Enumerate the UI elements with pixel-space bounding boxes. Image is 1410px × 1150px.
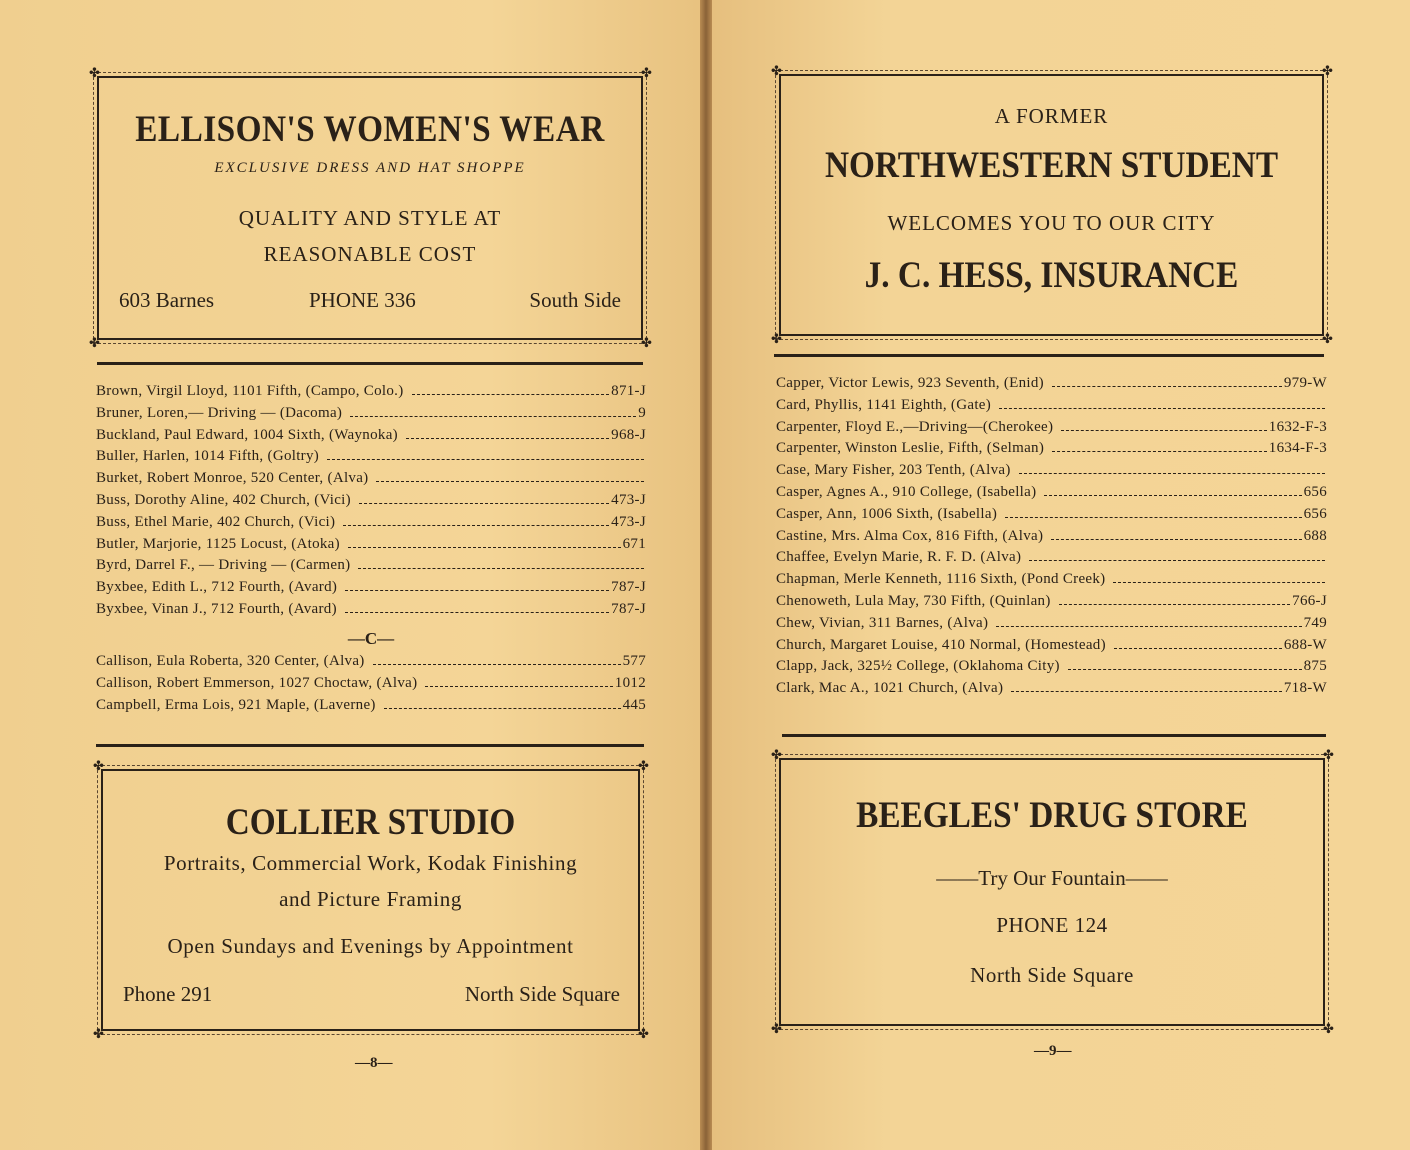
ad-title-secondary: J. C. HESS, INSURANCE <box>864 255 1239 296</box>
fleuron-icon: ✤ <box>771 63 782 78</box>
ad-line: Open Sundays and Evenings by Appointment <box>167 934 574 958</box>
ad-phone: PHONE 124 <box>996 913 1108 937</box>
fleuron-icon: ✤ <box>641 335 652 350</box>
list-item: Callison, Eula Roberta, 320 Center, (Alva) 577 <box>96 653 646 669</box>
list-item: Chew, Vivian, 311 Barnes, (Alva) 749 <box>776 614 1327 631</box>
list-item: Casper, Agnes A., 910 College, (Isabella) 656 <box>776 483 1327 500</box>
ad-phone: PHONE 336 <box>309 288 416 312</box>
fleuron-icon: ✤ <box>771 747 782 762</box>
ad-title: NORTHWESTERN STUDENT <box>824 145 1279 186</box>
fleuron-icon: ✤ <box>1322 331 1333 346</box>
divider-rule <box>774 354 1324 357</box>
book-gutter <box>700 0 712 1150</box>
ellisons-ad-box <box>89 65 652 350</box>
ad-line: and Picture Framing <box>279 887 462 911</box>
ad-phone: Phone 291 <box>123 982 213 1006</box>
directory-list-c <box>96 653 646 718</box>
fleuron-icon: ✤ <box>771 331 782 346</box>
ad-line: REASONABLE COST <box>263 242 477 266</box>
list-item: Card, Phyllis, 1141 Eighth, (Gate) <box>776 397 1327 419</box>
directory-list-c-continued <box>776 375 1327 702</box>
ad-line: Portraits, Commercial Work, Kodak Finishing <box>163 851 578 875</box>
left-page <box>0 0 700 1150</box>
ad-line: ——Try Our Fountain—— <box>936 866 1168 890</box>
fleuron-icon: ✤ <box>89 335 100 350</box>
list-item: Capper, Victor Lewis, 923 Seventh, (Enid) 979-W <box>776 375 1327 391</box>
list-item: Castine, Mrs. Alma Cox, 816 Fifth, (Alva) 688 <box>776 527 1327 544</box>
fleuron-icon: ✤ <box>93 1026 104 1041</box>
list-item: Byxbee, Edith L., 712 Fourth, (Avard) 787-J <box>96 579 646 596</box>
divider-rule <box>96 744 644 747</box>
list-item: Brown, Virgil Lloyd, 1101 Fifth, (Campo, Colo.) 871-J <box>96 383 646 399</box>
fleuron-icon: ✤ <box>638 758 649 773</box>
fleuron-icon: ✤ <box>638 1026 649 1041</box>
ad-title: ELLISON'S WOMEN'S WEAR <box>135 109 605 150</box>
fleuron-icon: ✤ <box>1322 63 1333 78</box>
ad-subtitle: EXCLUSIVE DRESS AND HAT SHOPPE <box>214 160 526 176</box>
list-item: Buss, Dorothy Aline, 402 Church, (Vici) 473-J <box>96 491 646 508</box>
list-item: Bruner, Loren,— Driving — (Dacoma) 9 <box>96 404 646 421</box>
beegles-drug-store-ad-box <box>771 747 1334 1036</box>
ad-location: South Side <box>529 288 621 312</box>
ad-line: WELCOMES YOU TO OUR CITY <box>887 211 1216 235</box>
right-page <box>712 0 1410 1150</box>
divider-rule <box>782 734 1326 737</box>
ad-line: A FORMER <box>994 104 1109 128</box>
fleuron-icon: ✤ <box>1323 1021 1334 1036</box>
ad-title: BEEGLES' DRUG STORE <box>856 795 1248 836</box>
list-item: Case, Mary Fisher, 203 Tenth, (Alva) <box>776 462 1327 484</box>
ad-title: COLLIER STUDIO <box>225 802 516 843</box>
list-item: Byrd, Darrel F., — Driving — (Carmen) <box>96 557 646 579</box>
hess-insurance-ad-box <box>771 63 1333 346</box>
list-item: Clark, Mac A., 1021 Church, (Alva) 718-W <box>776 680 1327 697</box>
page-number: —9— <box>1034 1043 1072 1059</box>
ad-line: QUALITY AND STYLE AT <box>238 206 502 230</box>
fleuron-icon: ✤ <box>93 758 104 773</box>
directory-list-b <box>96 383 646 623</box>
page-number: —8— <box>355 1055 393 1071</box>
list-item: Callison, Robert Emmerson, 1027 Choctaw, (Alva) 1012 <box>96 674 646 691</box>
fleuron-icon: ✤ <box>89 65 100 80</box>
ad-location: North Side Square <box>464 982 620 1006</box>
collier-studio-ad-box <box>93 758 649 1041</box>
fleuron-icon: ✤ <box>641 65 652 80</box>
list-item: Casper, Ann, 1006 Sixth, (Isabella) 656 <box>776 505 1327 522</box>
fleuron-icon: ✤ <box>771 1021 782 1036</box>
list-item: Byxbee, Vinan J., 712 Fourth, (Avard) 787-J <box>96 600 646 617</box>
list-item: Chaffee, Evelyn Marie, R. F. D. (Alva) <box>776 549 1327 571</box>
fleuron-icon: ✤ <box>1323 747 1334 762</box>
list-item: Clapp, Jack, 325½ College, (Oklahoma City) 875 <box>776 658 1327 675</box>
list-item: Buss, Ethel Marie, 402 Church, (Vici) 473-J <box>96 513 646 530</box>
list-item: Carpenter, Floyd E.,—Driving—(Cherokee) 1632-F-3 <box>776 418 1327 435</box>
list-item: Buckland, Paul Edward, 1004 Sixth, (Waynoka) 968-J <box>96 426 646 443</box>
list-item: Chenoweth, Lula May, 730 Fifth, (Quinlan) 766-J <box>776 592 1327 609</box>
divider-rule <box>97 362 643 365</box>
list-item: Butler, Marjorie, 1125 Locust, (Atoka) 671 <box>96 535 646 552</box>
list-item: Campbell, Erma Lois, 921 Maple, (Laverne) 445 <box>96 696 646 713</box>
list-item: Chapman, Merle Kenneth, 1116 Sixth, (Pond Creek) <box>776 571 1327 593</box>
section-letter: —C— <box>347 629 395 648</box>
list-item: Buller, Harlen, 1014 Fifth, (Goltry) <box>96 448 646 470</box>
ad-address: 603 Barnes <box>119 288 215 312</box>
ad-location: North Side Square <box>970 963 1134 987</box>
list-item: Burket, Robert Monroe, 520 Center, (Alva) <box>96 470 646 492</box>
list-item: Carpenter, Winston Leslie, Fifth, (Selman) 1634-F-3 <box>776 440 1327 457</box>
list-item: Church, Margaret Louise, 410 Normal, (Homestead) 688-W <box>776 636 1327 653</box>
